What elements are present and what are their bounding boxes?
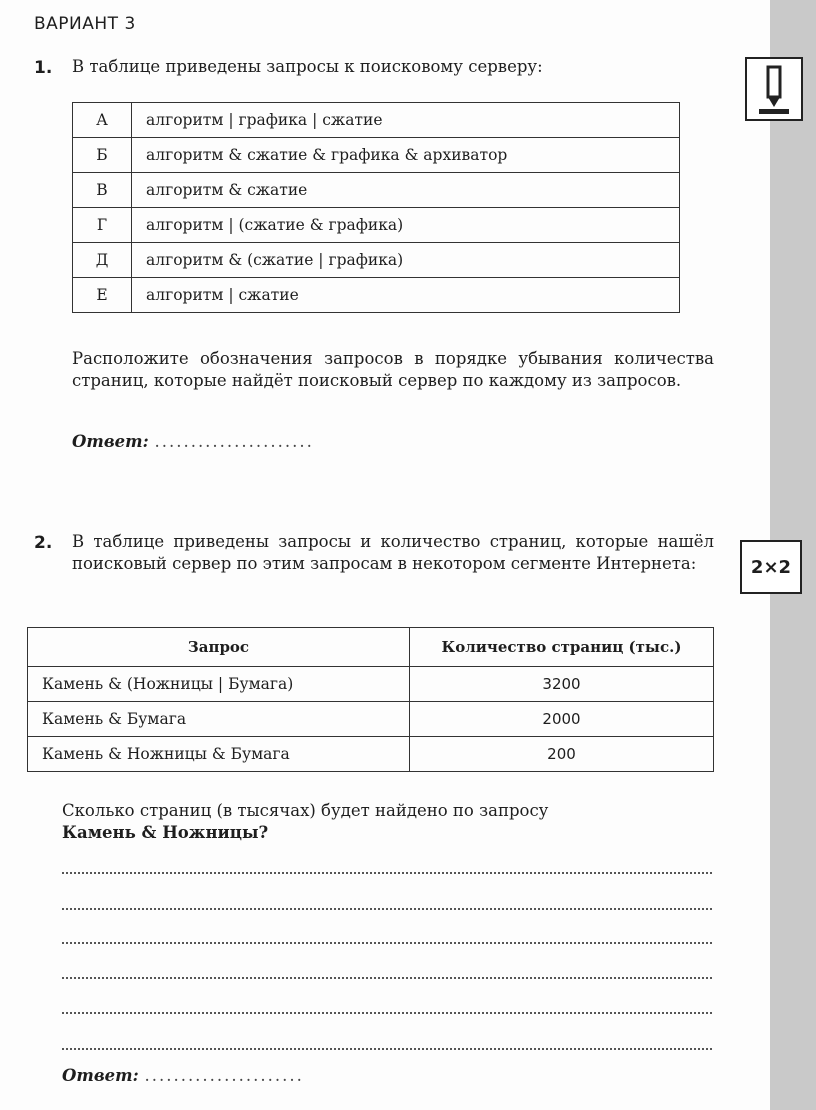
task2-number: 2. <box>34 533 53 553</box>
working-line[interactable] <box>62 872 712 874</box>
query-letter: Е <box>73 278 132 313</box>
page-count: 2000 <box>410 702 714 737</box>
working-line[interactable] <box>62 977 712 979</box>
table-header-row <box>28 628 714 667</box>
table-row <box>73 278 680 313</box>
page-count: 3200 <box>410 667 714 702</box>
question-text: Сколько страниц (в тысячах) будет найдено по запросу <box>62 801 549 820</box>
query-text: Камень & Ножницы & Бумага <box>28 737 410 772</box>
variant-title: ВАРИАНТ 3 <box>34 14 136 34</box>
query-text: алгоритм | (сжатие & графика) <box>132 208 680 243</box>
task2-results-table <box>27 627 714 772</box>
page-count: 200 <box>410 737 714 772</box>
working-line[interactable] <box>62 1048 712 1050</box>
question-query: Камень & Ножницы? <box>62 823 269 842</box>
task2-question <box>62 800 712 844</box>
query-text: алгоритм & сжатие <box>132 173 680 208</box>
task1-number: 1. <box>34 58 53 78</box>
query-letter: Д <box>73 243 132 278</box>
query-letter: Г <box>73 208 132 243</box>
pen-icon <box>745 57 803 121</box>
working-line[interactable] <box>62 942 712 944</box>
query-text: Камень & Бумага <box>28 702 410 737</box>
working-line[interactable] <box>62 908 712 910</box>
answer-field[interactable]: ...................... <box>154 432 314 451</box>
answer-label: Ответ: <box>72 432 149 451</box>
query-letter: Б <box>73 138 132 173</box>
table-row <box>73 243 680 278</box>
table-row <box>28 667 714 702</box>
task2-answer <box>62 1066 304 1085</box>
query-text: Камень & (Ножницы | Бумага) <box>28 667 410 702</box>
answer-label: Ответ: <box>62 1066 139 1085</box>
query-text: алгоритм | сжатие <box>132 278 680 313</box>
table-row <box>73 103 680 138</box>
task1-query-table <box>72 102 680 313</box>
query-text: алгоритм & (сжатие | графика) <box>132 243 680 278</box>
working-line[interactable] <box>62 1012 712 1014</box>
query-text: алгоритм & сжатие & графика & архиватор <box>132 138 680 173</box>
query-letter: В <box>73 173 132 208</box>
task1-question: Расположите обозначения запросов в порядке убывания количества страниц, которые найдёт поисковый сервер по каждому из запросов. <box>72 349 714 390</box>
column-header-count: Количество страниц (тыс.) <box>410 628 714 667</box>
task1-intro: В таблице приведены запросы к поисковому серверу: <box>72 57 543 76</box>
table-row <box>73 173 680 208</box>
task1-answer <box>72 432 314 451</box>
column-header-query: Запрос <box>28 628 410 667</box>
table-row <box>28 737 714 772</box>
query-text: алгоритм | графика | сжатие <box>132 103 680 138</box>
table-row <box>73 138 680 173</box>
answer-field[interactable]: ...................... <box>144 1066 304 1085</box>
table-row <box>73 208 680 243</box>
query-letter: А <box>73 103 132 138</box>
two-times-two-icon: 2×2 <box>740 540 802 594</box>
task2-intro: В таблице приведены запросы и количество страниц, которые нашёл поисковый сервер по этим запросам в некотором сегменте Интернета: <box>72 532 714 573</box>
table-row <box>28 702 714 737</box>
